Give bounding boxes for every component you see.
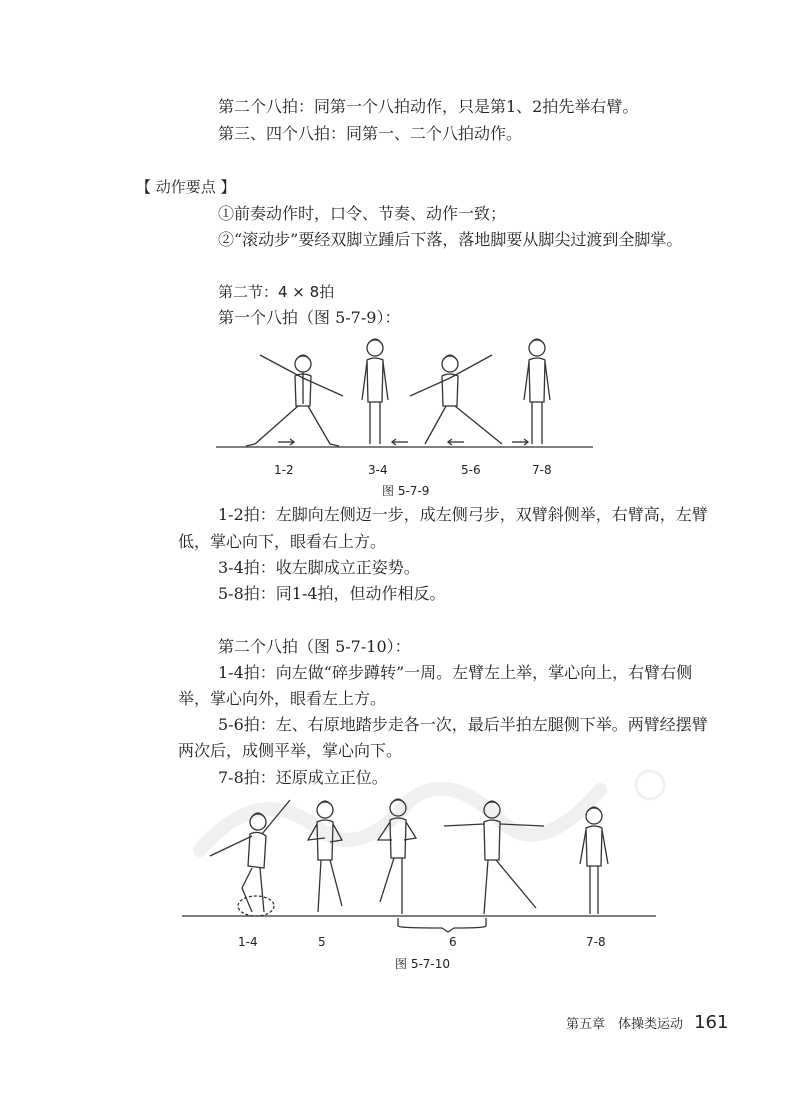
fig2-label: 1-4 [238,935,258,949]
beat-1-2-line-a: 1-2拍：左脚向左侧迈一步，成左侧弓步，双臂斜侧举，右臂高，左臂 [218,505,708,524]
fig1-label: 5-6 [461,463,481,477]
s-beat-7-8: 7-8拍：还原成立正位。 [218,768,388,787]
footer-chapter: 第五章 体操类运动 [566,1017,684,1032]
figure-5-7-9 [210,320,610,460]
dancer-figure [444,801,544,914]
bracket [398,918,486,932]
page-number: 161 [694,1012,729,1033]
section-heading: 【 动作要点 】 [136,178,236,196]
s-beat-1-4-line-b: 举，掌心向外，眼看左上方。 [178,689,387,708]
key-point-2: ②“滚动步”要经双脚立踵后下落，落地脚要从脚尖过渡到全脚掌。 [218,230,683,249]
dancer-figure [378,799,416,914]
s-beat-5-6-line-b: 两次后，成侧平举，掌心向下。 [178,741,403,760]
fig2-label: 6 [449,935,457,949]
s-beat-5-6-line-a: 5-6拍：左、右原地踏步走各一次，最后半拍左腿侧下举。两臂经摆臂 [218,715,708,734]
dancer-figure [362,339,388,444]
dancer-figure [580,807,608,914]
section-2-title: 第二节：4 × 8拍 [218,283,335,301]
key-point-1: ①前奏动作时，口令、节奏、动作一致； [218,204,507,223]
dancer-figure [308,801,342,912]
fig2-label: 5 [318,935,326,949]
text-line-2: 第三、四个八拍：同第一、二个八拍动作。 [218,124,523,143]
second-eight-title: 第二个八拍（图 5-7-10）： [218,637,411,656]
fig1-label: 1-2 [274,463,294,477]
fig2-label: 7-8 [586,935,606,949]
figure-5-7-10 [180,790,660,930]
beat-5-8: 5-8拍：同1-4拍，但动作相反。 [218,584,446,603]
s-beat-1-4-line-a: 1-4拍：向左做“碎步蹲转”一周。左臂左上举，掌心向上，右臂右侧 [218,663,693,682]
dancer-figure [410,355,502,444]
dancer-figure [246,355,343,446]
figure-caption: 图 5-7-10 [395,957,451,971]
text-line-1: 第二个八拍：同第一个八拍动作，只是第1、2拍先举右臂。 [218,97,639,116]
beat-3-4: 3-4拍：收左脚成立正姿势。 [218,558,420,577]
dancer-figure [210,800,290,916]
fig1-label: 3-4 [368,463,388,477]
figure-caption: 图 5-7-9 [382,484,430,498]
first-eight-title: 第一个八拍（图 5-7-9）： [218,308,401,327]
direction-arrow [448,439,464,445]
dancer-figure [524,339,550,444]
beat-1-2-line-b: 低，掌心向下，眼看右上方。 [178,532,387,551]
page-footer [566,1012,728,1033]
fig1-label: 7-8 [532,463,552,477]
direction-arrow [278,439,294,445]
direction-arrow [512,439,528,445]
direction-arrow [392,439,408,445]
